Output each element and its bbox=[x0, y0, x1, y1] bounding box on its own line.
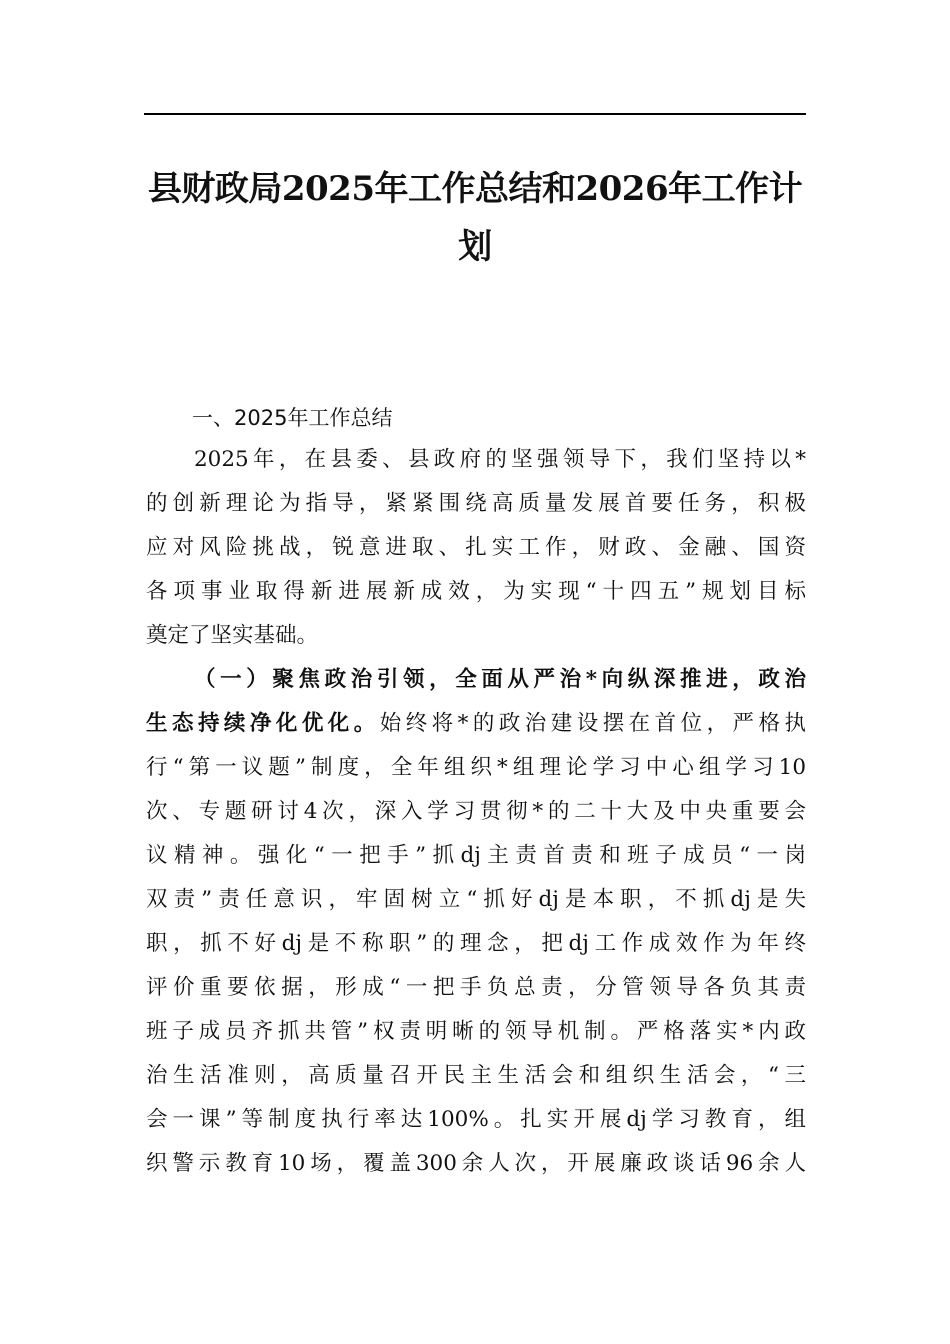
paragraph-line: 行“第一议题”制度，全年组织*组理论学习中心组学习10 bbox=[146, 755, 806, 780]
paragraph-line: 奠定了坚实基础。 bbox=[146, 623, 319, 648]
paragraph-intro bbox=[146, 438, 806, 658]
paragraph-line: 会一课”等制度执行率达100%。扎实开展dj学习教育，组 bbox=[146, 1107, 806, 1132]
paragraph-line: 议精神。强化“一把手”抓dj主责首责和班子成员“一岗 bbox=[146, 843, 806, 868]
paragraph-line: 职，抓不好dj是不称职”的理念，把dj工作成效作为年终 bbox=[146, 931, 806, 956]
paragraph-line: 的创新理论为指导，紧紧围绕高质量发展首要任务，积极 bbox=[146, 491, 806, 516]
section-heading: 一、2025年工作总结 bbox=[192, 406, 393, 430]
paragraph-line-rest: 始终将*的政治建设摆在首位，严格执 bbox=[379, 711, 806, 736]
paragraph-line: 双责”责任意识，牢固树立“抓好dj是本职，不抓dj是失 bbox=[146, 887, 806, 912]
paragraph-line: 评价重要依据，形成“一把手负总责，分管领导各负其责 bbox=[146, 975, 806, 1000]
document-body bbox=[146, 398, 806, 1186]
paragraph-line: 2025年，在县委、县政府的坚强领导下，我们坚持以* bbox=[194, 447, 806, 472]
paragraph-line: 班子成员齐抓共管”权责明晰的领导机制。严格落实*内政 bbox=[146, 1019, 806, 1044]
paragraph-political-leadership bbox=[146, 658, 806, 1186]
paragraph-line: 各项事业取得新进展新成效，为实现“十四五”规划目标 bbox=[146, 579, 806, 604]
document-title bbox=[144, 160, 806, 276]
paragraph-bold-heading-line: （一）聚焦政治引领，全面从严治*向纵深推进，政治 bbox=[194, 667, 806, 692]
paragraph-line: 治生活准则，高质量召开民主生活会和组织生活会，“三 bbox=[146, 1063, 806, 1088]
paragraph-bold-lead: 生态持续净化优化。 bbox=[146, 711, 380, 736]
paragraph-line: 织警示教育10场，覆盖300余人次，开展廉政谈话96余人 bbox=[146, 1151, 806, 1176]
title-line-2: 划 bbox=[458, 227, 492, 267]
paragraph-line: 次、专题研讨4次，深入学习贯彻*的二十大及中央重要会 bbox=[146, 799, 806, 824]
paragraph-line: 应对风险挑战，锐意进取、扎实工作，财政、金融、国资 bbox=[146, 535, 806, 560]
header-rule bbox=[144, 113, 806, 115]
title-line-1: 县财政局2025年工作总结和2026年工作计 bbox=[147, 169, 803, 209]
paragraph-mixed-line bbox=[146, 702, 806, 746]
